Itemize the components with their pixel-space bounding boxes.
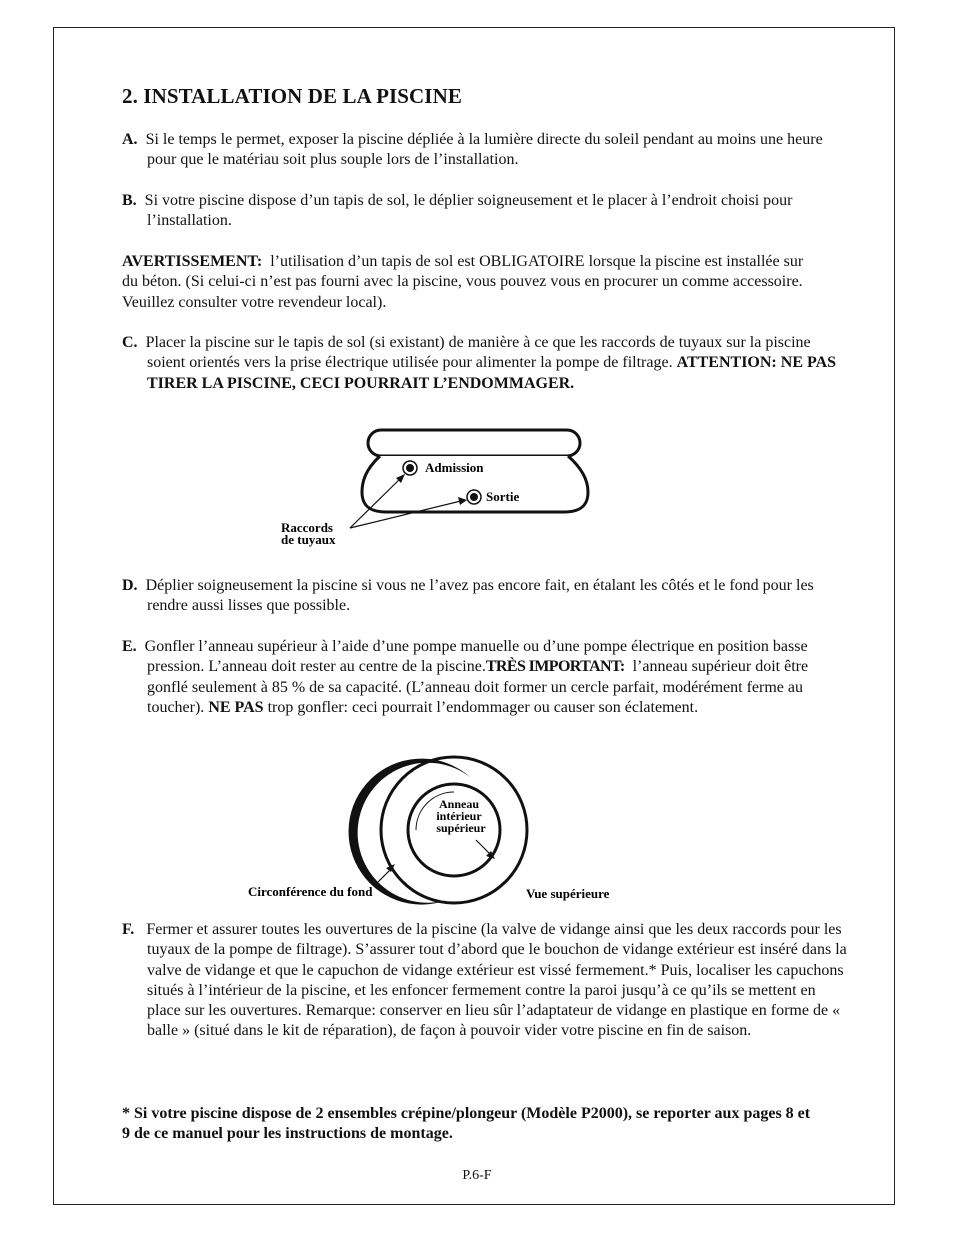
step-f (122, 920, 847, 1042)
ring-label-line3: supérieur (436, 821, 486, 835)
step-c-letter: C. (122, 334, 138, 351)
step-e-text-2: l’anneau supérieur doit être gonflé seulement à 85 % de sa capacité. (L’anneau doit former un cercle parfait, modérément ferme au toucher). (147, 658, 809, 716)
fittings-label-line2: de tuyaux (281, 532, 336, 547)
pool-top-ring (368, 430, 580, 456)
view-label: Vue supérieure (526, 886, 610, 901)
step-e-letter: E. (122, 638, 137, 655)
step-c-caution: ATTENTION: NE PAS TIRER LA PISCINE, CECI POURRAIT L’ENDOMMAGER. (147, 354, 837, 392)
step-a-letter: A. (122, 131, 138, 148)
step-a (122, 130, 847, 171)
step-d-letter: D. (122, 577, 138, 594)
step-b-text: Si votre piscine dispose d’un tapis de sol, le déplier soigneusement et le placer à l’endroit choisi pour l’installation. (144, 192, 793, 230)
ring-label-line1: Anneau (438, 797, 480, 811)
step-b-letter: B. (122, 192, 137, 209)
model-note: * Si votre piscine dispose de 2 ensembles crépine/plongeur (Modèle P2000), se reporter aux pages 8 et 9 de ce manuel pour les instructions de montage. (122, 1105, 811, 1143)
step-b (122, 191, 847, 232)
step-c-text: Placer la piscine sur le tapis de sol (si existant) de manière à ce que les raccords de tuyaux sur la piscine soient orientés vers la prise électrique utilisée pour alimenter la pompe de filtrage. (145, 334, 811, 372)
outlet-label: Sortie (486, 489, 520, 504)
top-view-diagram (240, 750, 640, 910)
step-e-text-1: Gonfler l’anneau supérieur à l’aide d’une pompe manuelle ou d’une pompe électrique en position basse pression. L’anneau doit rester au centre de la piscine. (144, 638, 808, 676)
inlet-fitting-icon (403, 461, 417, 475)
ring-label-line2: intérieur (436, 809, 482, 823)
warning-text: l’utilisation d’un tapis de sol est OBLIGATOIRE lorsque la piscine est installée sur du béton. (Si celui-ci n’est pas fourni avec la piscine, vous pouvez vous en procurer un comme accessoire. Veuillez consulter votre revendeur local). (122, 253, 804, 311)
pool-fittings-diagram (270, 420, 610, 560)
step-e-do-not: NE PAS (208, 698, 264, 716)
step-e (122, 637, 847, 718)
fittings-label-line1: Raccords (281, 520, 333, 535)
step-f-letter: F. (122, 921, 135, 938)
warning-label: AVERTISSEMENT: (122, 253, 263, 270)
step-a-text: Si le temps le permet, exposer la piscine dépliée à la lumière directe du soleil pendant au moins une heure pour que le matériau soit plus souple lors de l’installation. (145, 131, 823, 169)
step-f-text: Fermer et assurer toutes les ouvertures de la piscine (la valve de vidange ainsi que les deux raccords pour les tuyaux de la pompe de filtrage). S’assurer tout d’abord que le bouchon de vidange extérieur est inséré dans la valve de vidange et que le capuchon de vidange extérieur est vissé fermement.* Puis, localiser les capuchons situés à l’intérieur de la piscine, et les enfoncer fermement contre la paroi jusqu’à ce qu’ils se mettent en place sur les ouvertures. Remarque: conserver en lieu sûr l’adaptateur de vidange en plastique en forme de « balle » (situé dans le kit de réparation), de façon à pouvoir vider votre piscine en fin de saison. (146, 921, 847, 1040)
section-heading: 2. INSTALLATION DE LA PISCINE (122, 84, 462, 108)
step-d-text: Déplier soigneusement la piscine si vous ne l’avez pas encore fait, en étalant les côtés et le fond pour les rendre aussi lisses que possible. (145, 577, 814, 615)
step-e-text-3: trop gonfler: ceci pourrait l’endommager ou causer son éclatement. (267, 698, 699, 716)
step-d (122, 576, 847, 617)
inlet-label: Admission (425, 460, 484, 475)
outlet-fitting-icon (467, 490, 481, 504)
step-e-important: TRÈS IMPORTANT: (485, 658, 625, 676)
base-label: Circonférence du fond (248, 884, 373, 899)
page-number: P.6-F (462, 1168, 492, 1183)
warning-paragraph (122, 252, 822, 313)
step-c (122, 333, 847, 394)
